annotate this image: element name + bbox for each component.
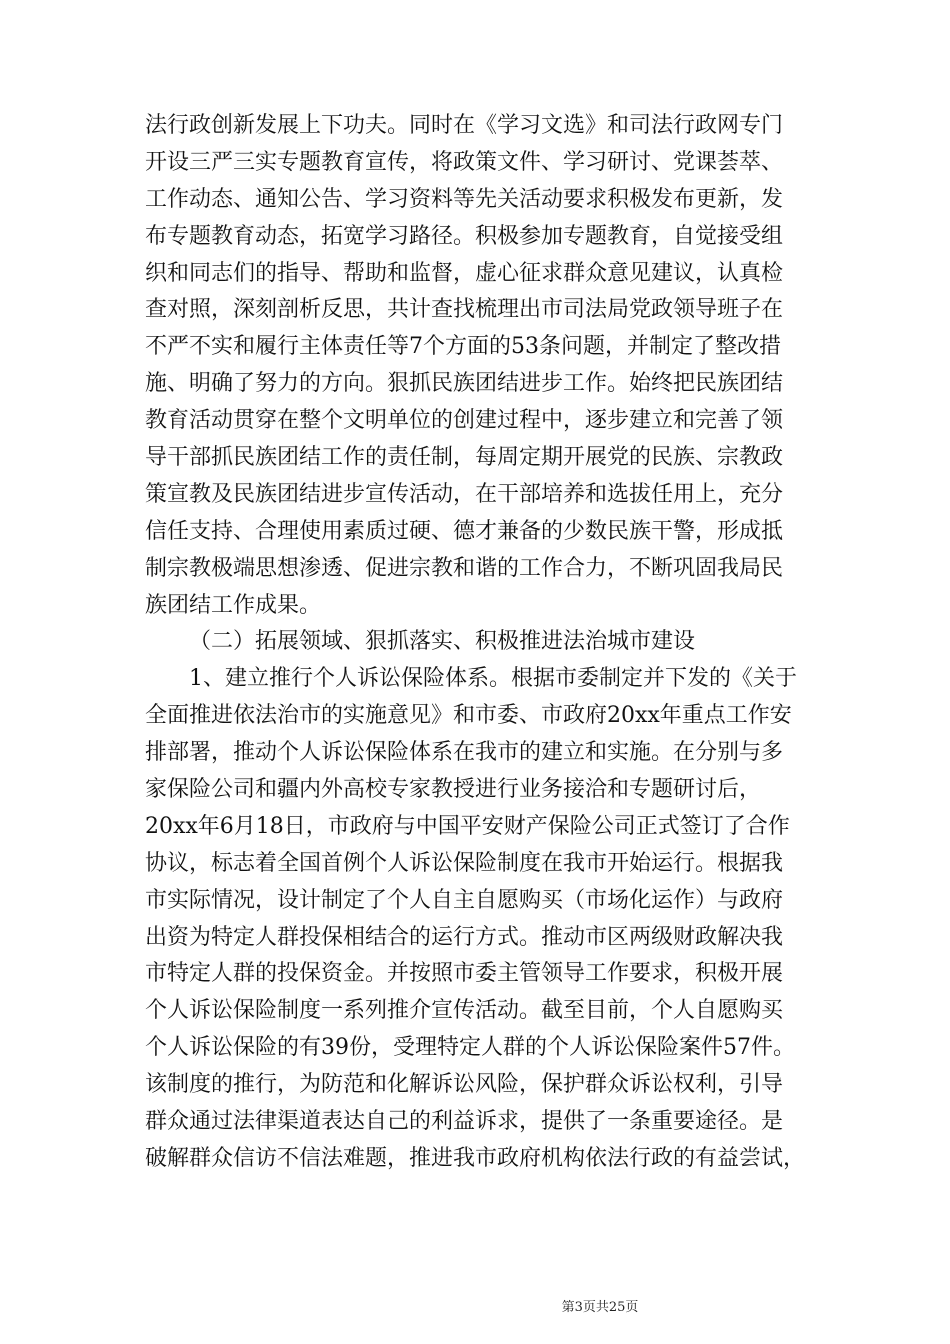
text-line: 制宗教极端思想渗透、促进宗教和谐的工作合力，不断巩固我局民: [145, 555, 784, 581]
text-line: 个人诉讼保险制度一系列推介宣传活动。截至目前，个人自愿购买: [145, 998, 784, 1024]
text-line: 教育活动贯穿在整个文明单位的创建过程中，逐步建立和完善了领: [145, 408, 784, 434]
text-line: 家保险公司和疆内外高校专家教授进行业务接洽和专题研讨后，: [145, 777, 762, 803]
text-line: 策宣教及民族团结进步宣传活动，在干部培养和选拔任用上，充分: [145, 481, 784, 507]
document-body: [145, 108, 835, 1178]
text-line: 施、明确了努力的方向。狠抓民族团结进步工作。始终把民族团结: [145, 371, 784, 397]
text-line: 族团结工作成果。: [145, 592, 322, 618]
text-line: 织和同志们的指导、帮助和监督，虚心征求群众意见建议，认真检: [145, 260, 784, 286]
text-line: 导干部抓民族团结工作的责任制，每周定期开展党的民族、宗教政: [145, 445, 784, 471]
text-line: 不严不实和履行主体责任等7个方面的53条问题，并制定了整改措: [145, 334, 781, 360]
text-line: 该制度的推行，为防范和化解诉讼风险，保护群众诉讼权利，引导: [145, 1072, 784, 1098]
text-line: 开设三严三实专题教育宣传，将政策文件、学习研讨、党课荟萃、: [145, 149, 784, 175]
text-line: 市特定人群的投保资金。并按照市委主管领导工作要求，积极开展: [145, 961, 784, 987]
text-line: 查对照，深刻剖析反思，共计查找梳理出市司法局党政领导班子在: [145, 297, 784, 323]
text-line: 个人诉讼保险的有39份，受理特定人群的个人诉讼保险案件57件。: [145, 1035, 795, 1061]
text-line: 排部署，推动个人诉讼保险体系在我市的建立和实施。在分别与多: [145, 740, 784, 766]
text-line: 市实际情况，设计制定了个人自主自愿购买（市场化运作）与政府: [145, 887, 784, 913]
text-line: 全面推进依法治市的实施意见》和市委、市政府20xx年重点工作安: [145, 703, 792, 729]
text-line: 工作动态、通知公告、学习资料等先关活动要求积极发布更新，发: [145, 186, 784, 212]
paragraph-first-line: 1、建立推行个人诉讼保险体系。根据市委制定并下发的《关于: [189, 666, 797, 692]
page-number-footer: 第3页共25页: [561, 1300, 639, 1315]
text-line: 信任支持、合理使用素质过硬、德才兼备的少数民族干警，形成抵: [145, 518, 784, 544]
text-line: 群众通过法律渠道表达自己的利益诉求，提供了一条重要途径。是: [145, 1109, 784, 1135]
text-line: 法行政创新发展上下功夫。同时在《学习文选》和司法行政网专门: [145, 113, 784, 138]
text-line: 协议，标志着全国首例个人诉讼保险制度在我市开始运行。根据我: [145, 850, 784, 876]
text-line: 破解群众信访不信法难题，推进我市政府机构依法行政的有益尝试，: [145, 1145, 806, 1171]
text-line: 出资为特定人群投保相结合的运行方式。推动市区两级财政解决我: [145, 924, 784, 950]
text-line: 布专题教育动态，拓宽学习路径。积极参加专题教育，自觉接受组: [145, 223, 784, 249]
section-heading: （二）拓展领域、狠抓落实、积极推进法治城市建设: [189, 629, 696, 655]
text-line: 20xx年6月18日，市政府与中国平安财产保险公司正式签订了合作: [145, 813, 790, 839]
